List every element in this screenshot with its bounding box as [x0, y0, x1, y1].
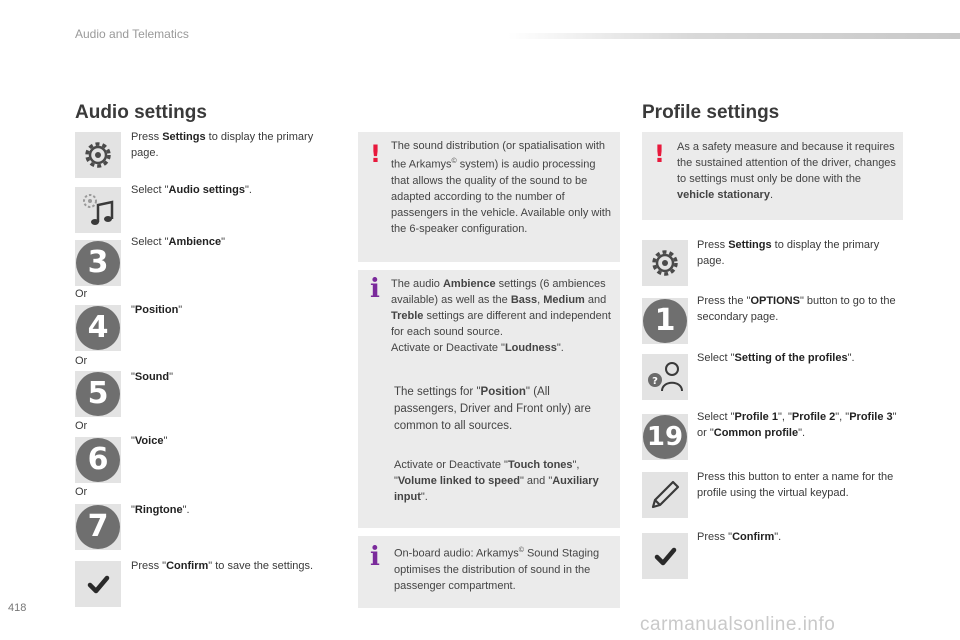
warning-box-sound-distribution: [358, 132, 620, 262]
settings-button-icon: [75, 132, 121, 178]
step-number-19: 19: [642, 414, 688, 460]
profile-step-confirm: Press "Confirm".: [697, 531, 782, 543]
audio-step-position: "Position": [131, 304, 183, 316]
audio-step-confirm: Press "Confirm" to save the settings.: [131, 560, 314, 572]
step-number-6: 6: [75, 437, 121, 483]
info-box-audio-ambience: [358, 270, 620, 528]
profiles-button-icon: [642, 354, 688, 400]
step-number-1: 1: [642, 298, 688, 344]
user-profile-icon: [642, 354, 688, 400]
watermark: carmanualsonline.info: [640, 614, 836, 635]
or-label: Or: [75, 486, 88, 498]
pencil-icon: [642, 472, 688, 518]
music-note-icon: [75, 187, 121, 233]
settings-button-icon: [642, 240, 688, 286]
header-rule: [508, 33, 960, 39]
info-icon: i: [370, 274, 380, 304]
warning-icon: !: [370, 140, 381, 168]
audio-step-sound: "Sound": [131, 371, 174, 383]
step-number-7: 7: [75, 504, 121, 550]
confirm-button-icon: [642, 533, 688, 579]
warning-icon: !: [654, 140, 665, 168]
or-label: Or: [75, 420, 88, 432]
svg-text:?: ?: [652, 376, 658, 387]
profile-step-setting-of-profiles: Select "Setting of the profiles".: [697, 352, 855, 364]
audio-step-audio-settings: Select "Audio settings".: [131, 184, 252, 196]
audio-settings-heading: Audio settings: [75, 102, 207, 123]
info-text-touch-tones: Activate or Deactivate "Touch tones", "Volume linked to speed" and "Auxiliary input".: [394, 459, 599, 503]
info-text-arkamys: On-board audio: Arkamys© Sound Staging optimises the distribution of sound in the passenger compartment.: [394, 547, 600, 592]
profile-settings-heading: Profile settings: [642, 102, 780, 123]
step-number-5: 5: [75, 371, 121, 417]
audio-step-settings: Press Settings to display the primary page.: [131, 131, 314, 159]
profile-step-options: Press the "OPTIONS" button to go to the secondary page.: [697, 295, 896, 323]
warning-text-profile: As a safety measure and because it requires the sustained attention of the driver, changes to settings must only be done with the vehicle stationary.: [677, 141, 896, 201]
gear-icon: [75, 132, 121, 178]
audio-settings-button-icon: [75, 187, 121, 233]
gear-icon: [642, 240, 688, 286]
audio-step-ambience: Select "Ambience": [131, 236, 226, 248]
or-label: Or: [75, 288, 88, 300]
edit-name-button-icon: [642, 472, 688, 518]
info-box-arkamys: [358, 536, 620, 608]
step-number-3: 3: [75, 240, 121, 286]
warning-box-vehicle-stationary: [642, 132, 903, 220]
checkmark-icon: [75, 561, 121, 607]
info-text-position: The settings for "Position" (All passengers, Driver and Front only) are common to all sources.: [394, 386, 591, 432]
profile-step-select-profile: Select "Profile 1", "Profile 2", "Profile 3" or "Common profile".: [697, 411, 897, 439]
profile-step-settings: Press Settings to display the primary page.: [697, 239, 880, 267]
audio-step-voice: "Voice": [131, 435, 168, 447]
audio-step-ringtone: "Ringtone".: [131, 504, 190, 516]
step-number-4: 4: [75, 305, 121, 351]
info-text-ambience: The audio Ambience settings (6 ambiences available) as well as the Bass, Medium and Treble settings are different and independent for each sound source. Activate or Deactivate "Loudness".: [391, 278, 611, 354]
page-header-title: Audio and Telematics: [75, 27, 189, 41]
confirm-button-icon: [75, 561, 121, 607]
checkmark-icon: [642, 533, 688, 579]
or-label: Or: [75, 355, 88, 367]
warning-text: The sound distribution (or spatialisation with the Arkamys© system) is audio processing that allows the quality of the sound to be adapted according to the number of passengers in the vehicle. Available only with the 6-speaker configuration.: [391, 140, 611, 235]
page-number: 418: [8, 602, 27, 614]
profile-step-enter-name: Press this button to enter a name for the profile using the virtual keypad.: [697, 471, 894, 499]
info-icon: i: [370, 542, 380, 572]
